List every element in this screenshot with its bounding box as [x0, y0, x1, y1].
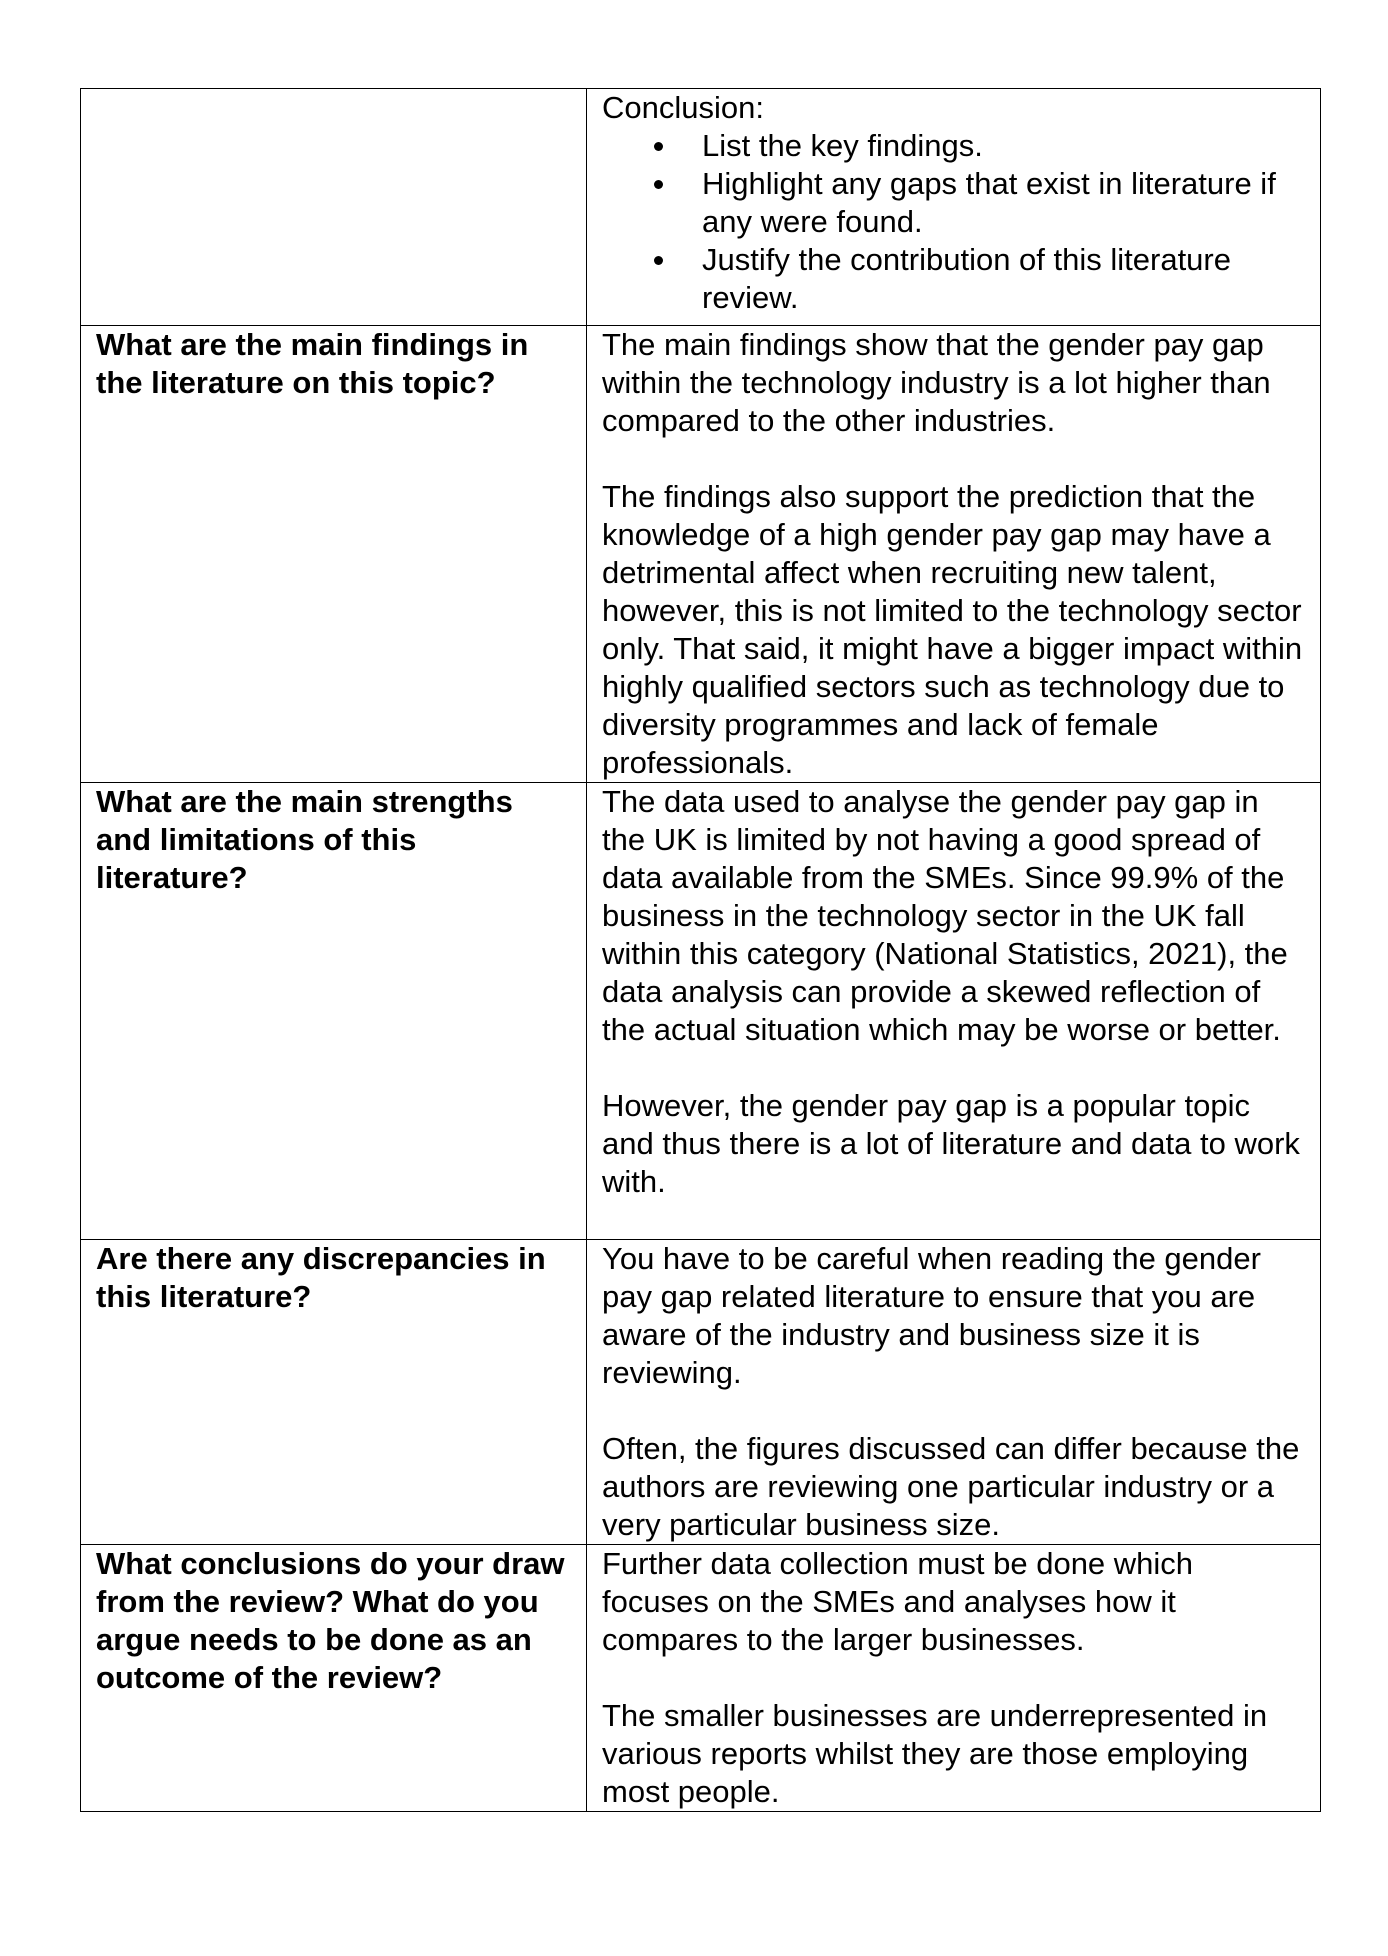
bullet-icon [654, 180, 663, 189]
answer-cell [587, 783, 1321, 1240]
bullet-text: Justify the contribution of this literature review. [702, 242, 1231, 315]
literature-review-table [80, 88, 1321, 1812]
answer-cell [587, 1240, 1321, 1545]
answer-cell [587, 326, 1321, 783]
answer-paragraph: Often, the figures discussed can differ because the authors are reviewing one particular industry or a very particular business size. [602, 1431, 1300, 1542]
conclusion-bullet-list [602, 127, 1306, 317]
answer-paragraph: You have to be careful when reading the gender pay gap related literature to ensure that you are aware of the industry and business size it is reviewing. [602, 1241, 1261, 1390]
question-cell [81, 1240, 587, 1545]
answer-paragraph: The findings also support the prediction that the knowledge of a high gender pay gap may have a detrimental affect when recruiting new talent, however, this is not limited to the technology sector only. That said, it might have a bigger impact within highly qualified sectors such as technology due to diversity programmes and lack of female professionals. [602, 479, 1303, 780]
table-row [81, 326, 1321, 783]
bullet-item [602, 241, 1306, 317]
question-cell-empty [81, 89, 587, 326]
question-text: What are the main findings in the literature on this topic? [96, 327, 529, 400]
question-cell [81, 1545, 587, 1812]
bullet-text: Highlight any gaps that exist in literature if any were found. [702, 166, 1276, 239]
bullet-item [602, 127, 1306, 165]
bullet-icon [654, 256, 663, 265]
table-row [81, 1545, 1321, 1812]
answer-paragraph: Further data collection must be done which focuses on the SMEs and analyses how it compares to the larger businesses. [602, 1546, 1194, 1657]
answer-cell [587, 89, 1321, 326]
question-cell [81, 326, 587, 783]
table-row [81, 783, 1321, 1240]
answer-paragraph: However, the gender pay gap is a popular topic and thus there is a lot of literature and data to work with. [602, 1088, 1300, 1199]
table-row [81, 89, 1321, 326]
answer-paragraph: The smaller businesses are underrepresented in various reports whilst they are those employing most people. [602, 1698, 1268, 1809]
table-row [81, 1240, 1321, 1545]
question-cell [81, 783, 587, 1240]
bullet-item [602, 165, 1306, 241]
bullet-icon [654, 142, 663, 151]
answer-paragraph: The data used to analyse the gender pay gap in the UK is limited by not having a good spread of data available from the SMEs. Since 99.9% of the business in the technology sector in the UK fall within this category (National Statistics, 2021), the data analysis can provide a skewed reflection of the actual situation which may be worse or better. [602, 784, 1288, 1047]
question-text: What are the main strengths and limitations of this literature? [96, 784, 513, 895]
question-text: Are there any discrepancies in this literature? [96, 1241, 546, 1314]
answer-cell [587, 1545, 1321, 1812]
question-text: What conclusions do your draw from the review? What do you argue needs to be done as an outcome of the review? [96, 1546, 565, 1695]
answer-paragraph: The main findings show that the gender pay gap within the technology industry is a lot higher than compared to the other industries. [602, 327, 1271, 438]
conclusion-heading: Conclusion: [602, 90, 764, 125]
bullet-text: List the key findings. [702, 128, 983, 163]
